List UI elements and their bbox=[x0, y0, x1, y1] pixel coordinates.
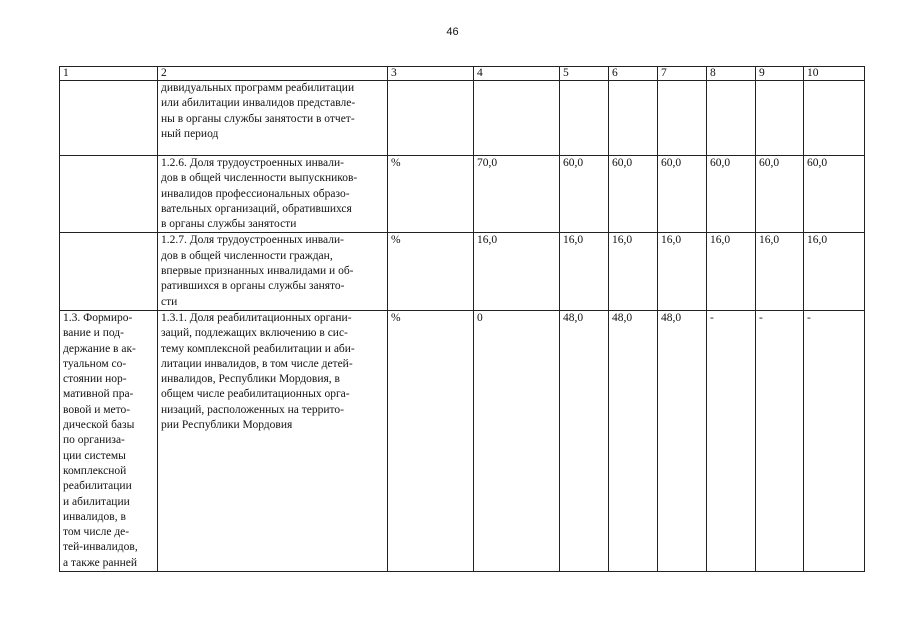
indicator-cell bbox=[158, 233, 388, 310]
section-line: по организа- bbox=[63, 434, 125, 447]
header-cell: 8 bbox=[707, 67, 756, 81]
section-line: инвалидов, в bbox=[63, 510, 126, 523]
value-cell: 16,0 bbox=[560, 233, 609, 310]
indicator-line: инвалидов профессиональных образо- bbox=[161, 187, 350, 200]
indicator-line: дивидуальных программ реабилитации bbox=[161, 82, 355, 94]
indicator-cell bbox=[158, 310, 388, 571]
value-cell bbox=[804, 81, 865, 156]
header-cell: 4 bbox=[474, 67, 560, 81]
indicator-line: 1.2.7. Доля трудоустроенных инвали- bbox=[161, 234, 344, 247]
value-cell: 70,0 bbox=[474, 156, 560, 233]
section-line: вание и под- bbox=[63, 327, 124, 340]
header-cell: 5 bbox=[560, 67, 609, 81]
value-cell: 48,0 bbox=[609, 310, 658, 571]
section-line: 1.3. Формиро- bbox=[63, 311, 133, 324]
indicator-line: тему комплексной реабилитации и аби- bbox=[161, 342, 355, 355]
section-cell bbox=[60, 310, 158, 571]
value-cell: 0 bbox=[474, 310, 560, 571]
value-cell: 16,0 bbox=[756, 233, 804, 310]
table-row bbox=[60, 156, 865, 233]
unit-cell bbox=[388, 81, 474, 156]
value-cell: 60,0 bbox=[804, 156, 865, 233]
table-row bbox=[60, 81, 865, 156]
header-cell: 6 bbox=[609, 67, 658, 81]
indicator-line: низаций, расположенных на террито- bbox=[161, 403, 345, 416]
value-cell: 60,0 bbox=[658, 156, 707, 233]
header-cell: 1 bbox=[60, 67, 158, 81]
header-cell: 7 bbox=[658, 67, 707, 81]
indicator-line: заций, подлежащих включению в сис- bbox=[161, 327, 348, 340]
value-cell: 60,0 bbox=[707, 156, 756, 233]
indicator-line: 1.3.1. Доля реабилитационных органи- bbox=[161, 311, 352, 324]
section-line: ции системы bbox=[63, 449, 126, 462]
section-line: и абилитации bbox=[63, 495, 130, 508]
header-cell: 2 bbox=[158, 67, 388, 81]
value-cell bbox=[756, 81, 804, 156]
indicator-line: или абилитации инвалидов представле- bbox=[161, 97, 356, 110]
section-line: туальном со- bbox=[63, 357, 127, 370]
unit-cell: % bbox=[388, 233, 474, 310]
value-cell: 60,0 bbox=[560, 156, 609, 233]
indicator-line: рии Республики Мордовия bbox=[161, 419, 293, 432]
value-cell bbox=[609, 81, 658, 156]
value-cell: 16,0 bbox=[609, 233, 658, 310]
indicators-table bbox=[59, 66, 865, 572]
section-line: вовой и мето- bbox=[63, 403, 131, 416]
indicator-line: сти bbox=[161, 295, 178, 308]
unit-cell: % bbox=[388, 310, 474, 571]
unit-cell: % bbox=[388, 156, 474, 233]
value-cell bbox=[474, 81, 560, 156]
table-row bbox=[60, 310, 865, 571]
header-row bbox=[60, 67, 865, 81]
indicator-line: ны в органы службы занятости в отчет- bbox=[161, 112, 355, 125]
indicator-line: дов в общей численности выпускников- bbox=[161, 172, 358, 185]
value-cell: 48,0 bbox=[560, 310, 609, 571]
indicator-line: инвалидов, Республики Мордовия, в bbox=[161, 373, 340, 386]
indicator-cell bbox=[158, 156, 388, 233]
indicator-line: вательных организаций, обратившихся bbox=[161, 202, 352, 215]
value-cell: 16,0 bbox=[707, 233, 756, 310]
section-line: том числе де- bbox=[63, 526, 130, 539]
value-cell: 16,0 bbox=[474, 233, 560, 310]
header-cell: 3 bbox=[388, 67, 474, 81]
indicator-line: общем числе реабилитационных орга- bbox=[161, 388, 350, 401]
value-cell: 60,0 bbox=[609, 156, 658, 233]
section-line: держание в ак- bbox=[63, 342, 136, 355]
section-line: комплексной bbox=[63, 464, 127, 477]
indicator-line: 1.2.6. Доля трудоустроенных инвали- bbox=[161, 157, 344, 169]
indicator-line: ратившихся в органы службы занято- bbox=[161, 280, 345, 293]
section-cell bbox=[60, 156, 158, 233]
indicator-line: в органы службы занятости bbox=[161, 218, 297, 231]
section-line: реабилитации bbox=[63, 480, 132, 493]
section-line: дической базы bbox=[63, 419, 135, 432]
value-cell bbox=[658, 81, 707, 156]
value-cell: - bbox=[756, 310, 804, 571]
section-cell bbox=[60, 81, 158, 156]
value-cell: 48,0 bbox=[658, 310, 707, 571]
header-cell: 9 bbox=[756, 67, 804, 81]
value-cell: 16,0 bbox=[804, 233, 865, 310]
value-cell: 16,0 bbox=[658, 233, 707, 310]
value-cell: - bbox=[804, 310, 865, 571]
indicator-line: дов в общей численности граждан, bbox=[161, 249, 333, 262]
section-line: мативной пра- bbox=[63, 388, 134, 401]
section-cell bbox=[60, 233, 158, 310]
header-cell: 10 bbox=[804, 67, 865, 81]
indicator-cell bbox=[158, 81, 388, 156]
section-line: тей-инвалидов, bbox=[63, 541, 138, 554]
value-cell: 60,0 bbox=[756, 156, 804, 233]
indicator-line: ный период bbox=[161, 127, 219, 140]
value-cell bbox=[560, 81, 609, 156]
indicator-line: впервые признанных инвалидами и об- bbox=[161, 265, 354, 278]
table-row bbox=[60, 233, 865, 310]
page-number: 46 bbox=[446, 26, 459, 38]
section-line: а также ранней bbox=[63, 556, 138, 569]
indicator-line: литации инвалидов, в том числе детей- bbox=[161, 357, 353, 370]
section-line: стоянии нор- bbox=[63, 373, 127, 386]
value-cell bbox=[707, 81, 756, 156]
value-cell: - bbox=[707, 310, 756, 571]
